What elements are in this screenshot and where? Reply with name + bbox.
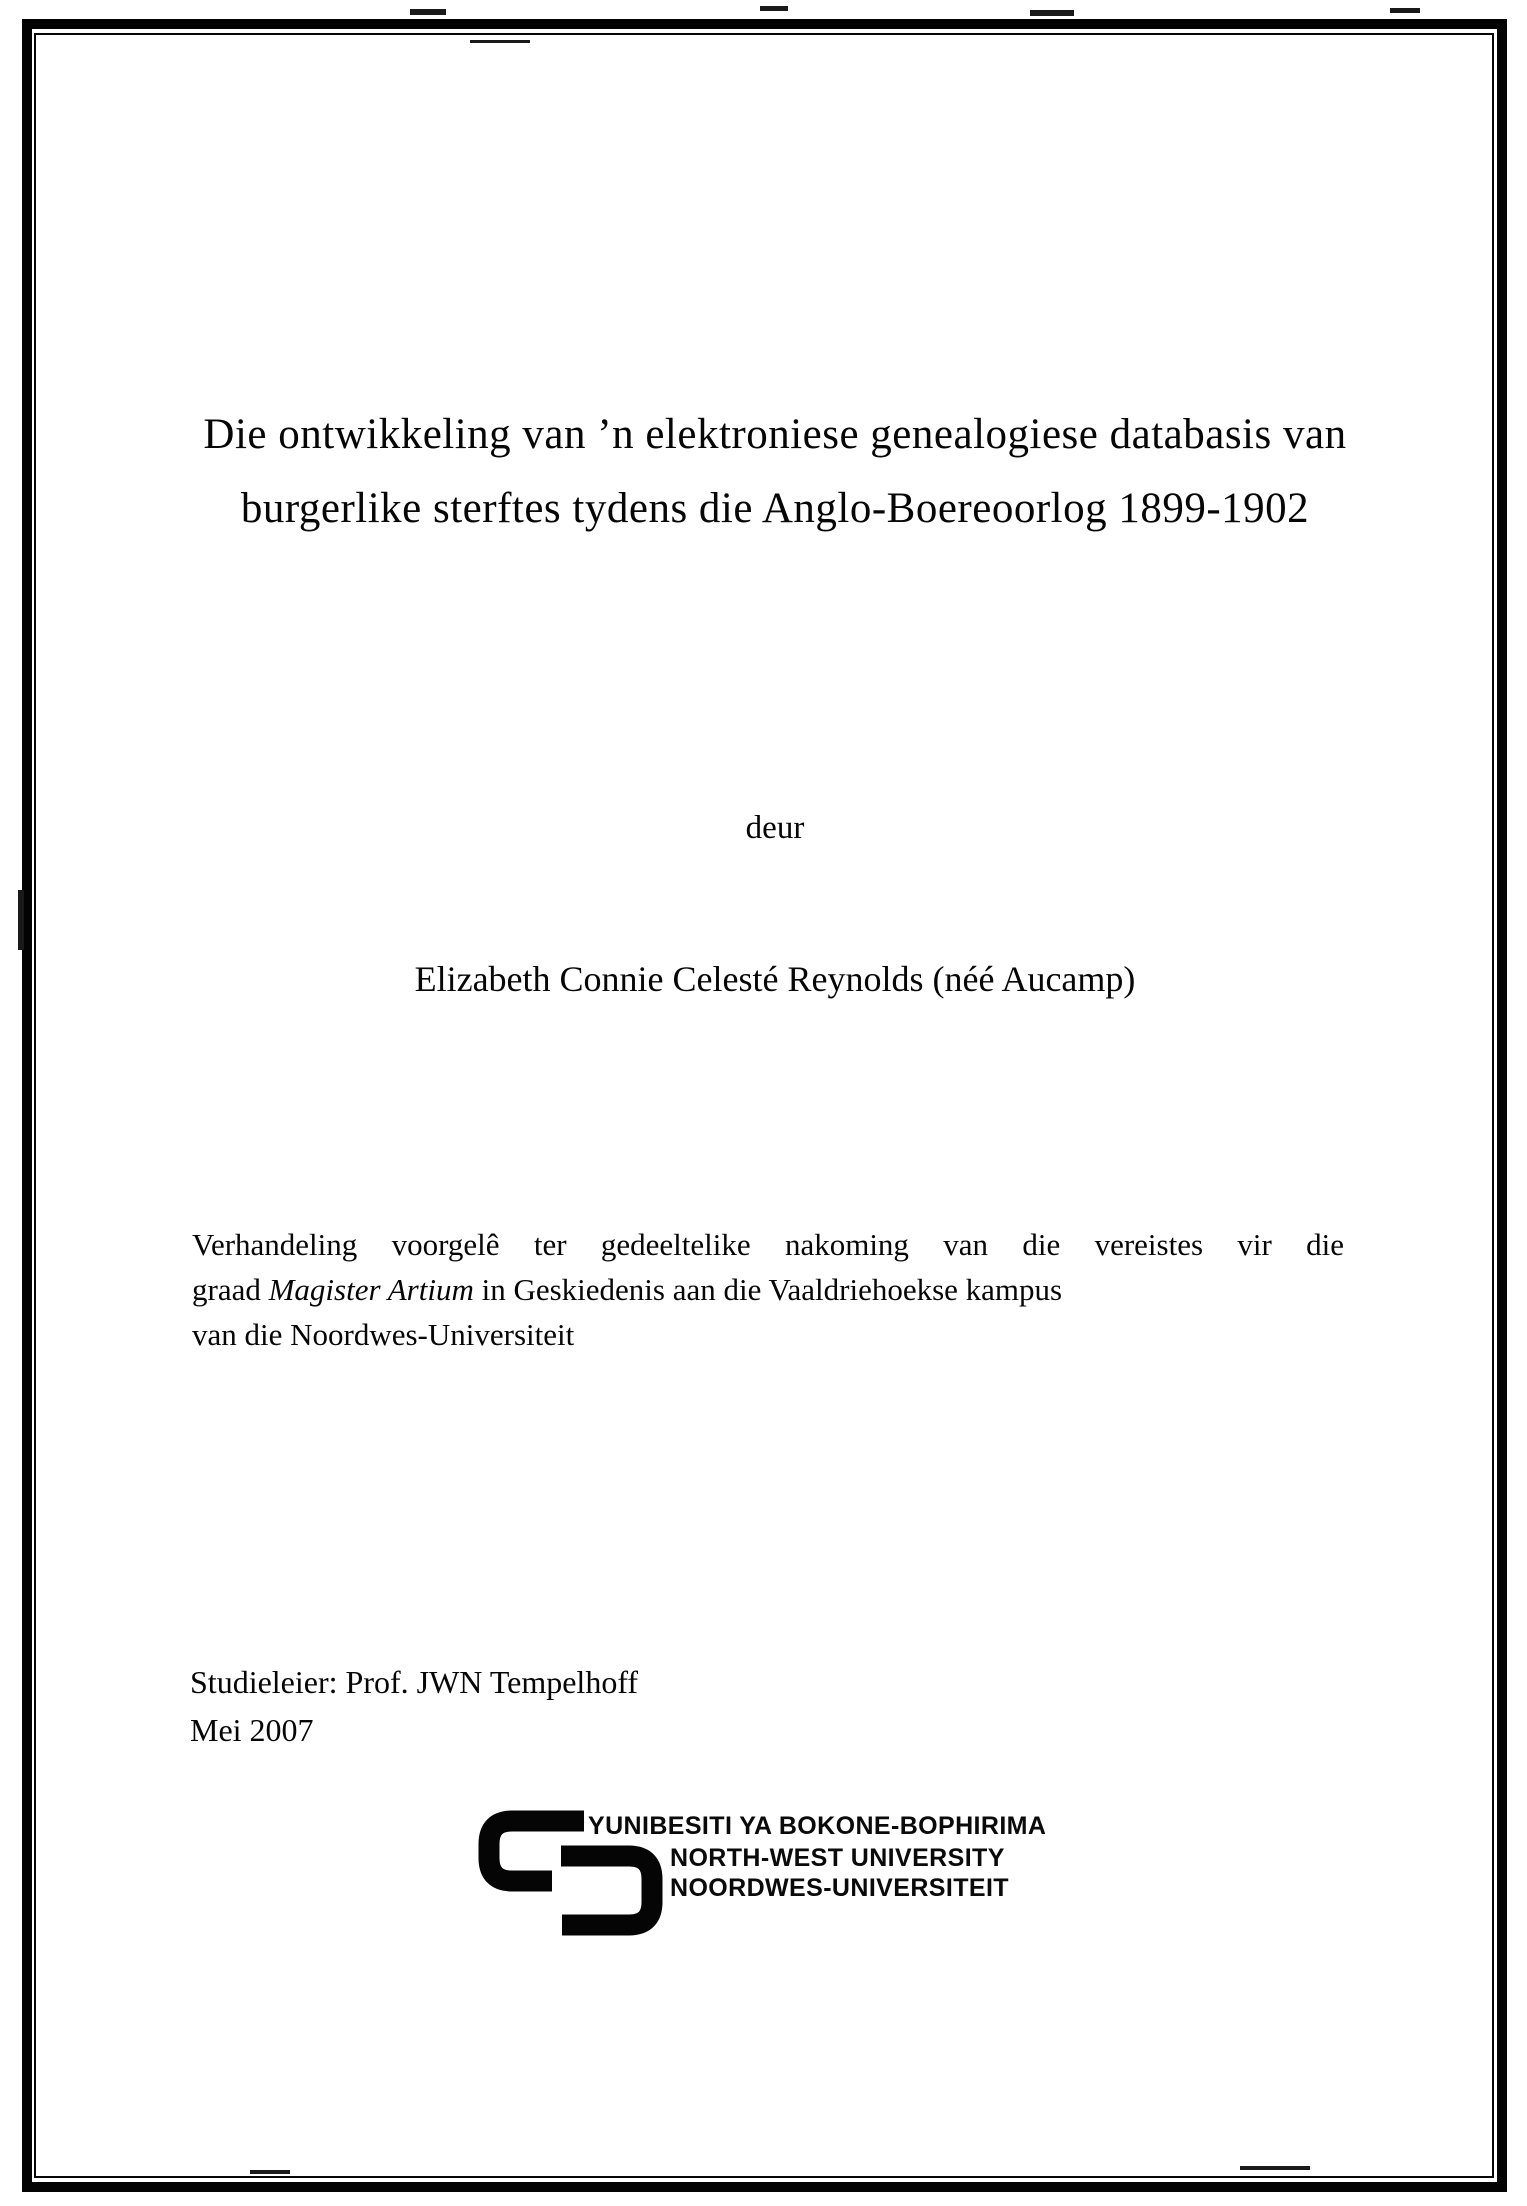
degree-name-italic: Magister Artium: [268, 1272, 474, 1307]
scan-artifact: [1240, 2166, 1310, 2170]
author-name: Elizabeth Connie Celesté Reynolds (néé Aucamp): [414, 959, 1136, 999]
supervisor-line: Studieleier: Prof. JWN Tempelhoff: [190, 1664, 639, 1700]
statement-line2-prefix: graad: [192, 1272, 269, 1307]
thesis-title-line1: Die ontwikkeling van ’n elektroniese genealogiese databasis van: [203, 411, 1347, 458]
scan-artifact: [250, 2170, 290, 2174]
logo-text-afrikaans: NOORDWES-UNIVERSITEIT: [670, 1874, 1009, 1902]
university-logo: [478, 1808, 1198, 1948]
scan-artifact: [410, 9, 446, 15]
thesis-title: [30, 398, 1520, 546]
submission-statement: [192, 1222, 1344, 1357]
scan-artifact: [760, 6, 788, 11]
scan-artifact: [1030, 10, 1074, 16]
date-line: Mei 2007: [190, 1712, 314, 1748]
byline-label: deur: [745, 810, 805, 846]
logo-text-english: NORTH-WEST UNIVERSITY: [670, 1844, 1005, 1872]
scan-artifact: [1390, 8, 1420, 13]
statement-line3: van die Noordwes-Universiteit: [192, 1317, 575, 1352]
logo-text-setswana: YUNIBESITI YA BOKONE-BOPHIRIMA: [588, 1812, 1047, 1840]
scan-artifact: [18, 890, 24, 950]
statement-line2-suffix: in Geskiedenis aan die Vaaldriehoekse kampus: [473, 1272, 1063, 1307]
supervisor-block: [190, 1658, 638, 1754]
statement-line1: Verhandeling voorgelê ter gedeeltelike nakoming van die vereistes vir die: [192, 1227, 1344, 1262]
thesis-title-line2: burgerlike sterftes tydens die Anglo-Boereoorlog 1899-1902: [240, 485, 1310, 532]
scan-artifact: [470, 40, 530, 43]
statement-line2: [192, 1272, 1062, 1307]
